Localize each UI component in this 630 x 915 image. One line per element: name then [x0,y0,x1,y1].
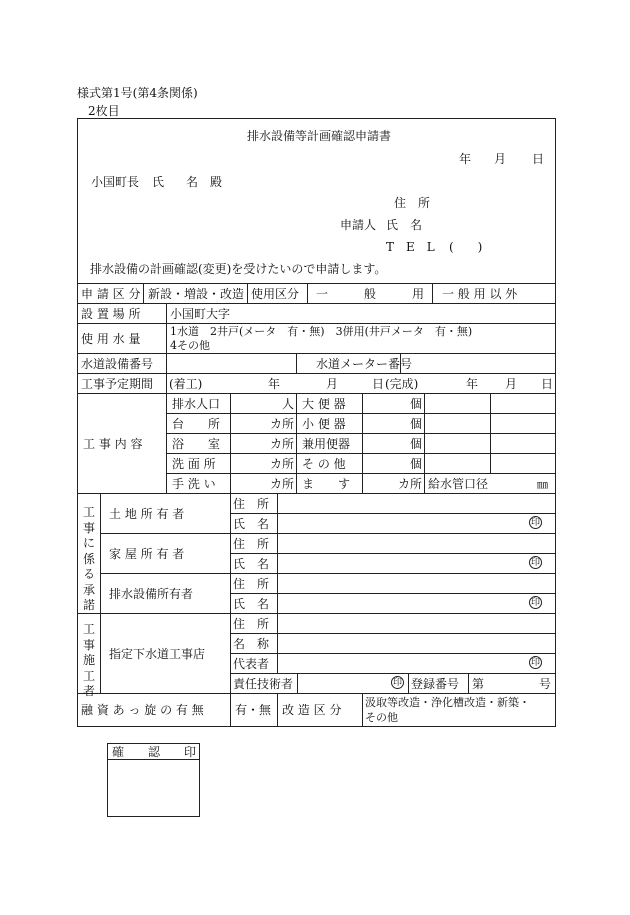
applicant-name-label: 氏 名 [386,218,423,232]
work-unit-2: カ所 [398,477,423,491]
work-unit-2: 個 [410,417,423,431]
supply-pipe-unit: ㎜ [537,478,548,491]
date-year: 年 [459,152,472,166]
water-line-2: 4その他 [170,339,210,352]
location-value: 小国町大字 [170,307,231,321]
house-owner-address-label: 住 所 [233,537,270,551]
house-owner-label: 家 屋 所 有 者 [109,547,185,561]
work-unit: カ所 [270,477,295,491]
applicant-tel-label: T E L [386,240,435,254]
engineer-label: 責任技術者 [233,677,294,691]
contractor-label: 工事施工者 [82,622,95,698]
drain-owner-address-label: 住 所 [233,577,270,591]
work-item: 手 洗 い [172,477,216,491]
schedule-start-month: 月 [326,377,339,391]
use-non-general: 一 般 用 以 外 [442,287,518,301]
schedule-label: 工事予定期間 [81,377,154,391]
work-unit-2: 個 [410,397,423,411]
honorific: 殿 [210,175,223,189]
form-title: 排水設備等計画確認申請書 [247,129,392,143]
schedule-start-year: 年 [268,377,281,391]
registration-no-prefix: 第 [472,677,485,691]
request-type-label: 申 請 区 分 [81,287,141,301]
contractor-representative-label: 代表者 [233,657,270,671]
work-item-2: 小 便 器 [302,417,346,431]
work-item: 浴 室 [172,437,221,451]
work-item-2: ま す [302,477,351,491]
seal-mark: 印 [530,518,540,528]
drain-owner-name-label: 氏 名 [233,597,270,611]
date-month: 月 [494,152,507,166]
water-label: 使 用 水 量 [81,332,141,346]
land-owner-address-label: 住 所 [233,497,270,511]
designated-contractor-label: 指定下水道工事店 [109,647,206,661]
renovation-line-2: その他 [365,711,398,724]
water-facility-label: 水道設備番号 [81,357,154,371]
request-type-value: 新設・増設・改造 [148,287,245,301]
financing-label: 融 資 あ っ 旋 の 有 無 [81,703,204,717]
work-item-2: そ の 他 [302,457,346,471]
water-meter-label: 水道メーター番号 [316,357,413,371]
work-item: 台 所 [172,417,221,431]
applicant-address-label: 住 所 [394,196,431,210]
work-unit-2: 個 [410,437,423,451]
addressee: 小国町長 [91,175,140,189]
consent-label: 工事に係る承諾 [82,505,95,612]
work-item: 洗 面 所 [172,457,216,471]
seal-mark: 印 [530,658,540,668]
work-item-2: 兼用便器 [302,437,351,451]
form-number: 様式第1号(第4条関係) [77,86,198,100]
seal-mark: 印 [530,558,540,568]
work-item: 排水人口 [172,397,221,411]
land-owner-label: 土 地 所 有 者 [109,507,185,521]
work-unit: カ所 [270,417,295,431]
seal-mark: 印 [530,598,540,608]
schedule-end-day: 日 [541,377,554,391]
location-label: 設 置 場 所 [81,307,141,321]
use-general: 一 般 用 [316,287,425,301]
work-unit: カ所 [270,457,295,471]
schedule-start-label: (着工) [169,377,203,391]
work-content-label: 工 事 内 容 [83,437,143,451]
addressee-name-label-2: 名 [186,175,199,189]
water-line-1: 1水道 2井戸(メータ 有・無) 3併用(井戸メータ 有・無) [170,325,473,338]
financing-value: 有・無 [235,703,272,717]
schedule-end-label: (完成) [385,377,419,391]
sheet-number: 2枚目 [88,104,120,118]
house-owner-name-label: 氏 名 [233,557,270,571]
applicant-label: 申請人 [340,218,377,232]
work-unit: 人 [282,397,295,411]
registration-label: 登録番号 [411,677,460,691]
contractor-address-label: 住 所 [233,617,270,631]
contractor-company-label: 名 称 [233,637,270,651]
use-type-label: 使用区分 [251,287,300,301]
supply-pipe-label: 給水管口径 [428,477,489,491]
seal-mark: 印 [392,678,402,688]
renovation-line-1: 汲取等改造・浄化槽改造・新築・ [365,696,530,709]
date-day: 日 [532,152,545,166]
addressee-name-label: 氏 [152,175,165,189]
applicant-tel-parens: ( ) [449,240,483,254]
schedule-end-month: 月 [505,377,518,391]
drain-owner-label: 排水設備所有者 [109,587,194,601]
land-owner-name-label: 氏 名 [233,517,270,531]
work-unit-2: 個 [410,457,423,471]
registration-no-suffix: 号 [539,677,552,691]
statement: 排水設備の計画確認(変更)を受けたいので申請します。 [90,262,387,276]
work-unit: カ所 [270,437,295,451]
confirmation-stamp-label: 確 認 印 [112,745,197,759]
renovation-label: 改 造 区 分 [282,703,342,717]
schedule-start-day: 日 [372,377,385,391]
schedule-end-year: 年 [466,377,479,391]
work-item-2: 大 便 器 [302,397,346,411]
